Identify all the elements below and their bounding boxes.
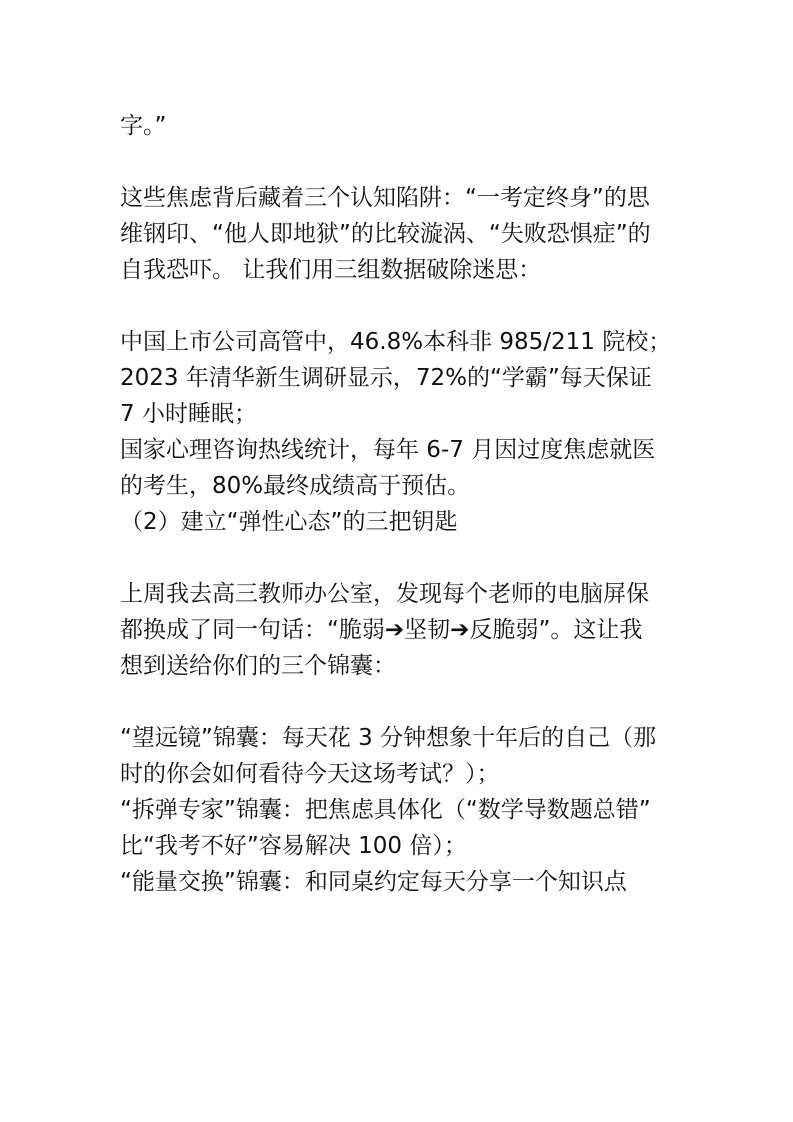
text-line: 中国上市公司高管中，46.8%本科非 985/211 院校；: [120, 329, 672, 355]
section-heading: （2）建立“弹性心态”的三把钥匙: [120, 509, 458, 535]
text-line: 都换成了同一句话：“脆弱➔坚韧➔反脆弱”。这让我: [120, 617, 643, 643]
text-line: 想到送给你们的三个锦囊：: [120, 653, 396, 679]
body-text: [120, 108, 690, 900]
blank-line: [120, 684, 690, 720]
text-line: 的考生，80%最终成绩高于预估。: [120, 473, 471, 499]
blank-line: [120, 288, 690, 324]
text-line: 字。”: [120, 113, 167, 139]
text-line: 上周我去高三教师办公室，发现每个老师的电脑屏保: [120, 581, 649, 607]
text-line: 比“我考不好”容易解决 100 倍）；: [120, 833, 467, 859]
text-line: “望远镜”锦囊：每天花 3 分钟想象十年后的自己（那: [120, 725, 657, 751]
text-line: “能量交换”锦囊：和同桌约定每天分享一个知识点: [120, 869, 627, 895]
blank-line: [120, 144, 690, 180]
text-line: 7 小时睡眠；: [120, 401, 257, 427]
text-line: 国家心理咨询热线统计，每年 6-7 月因过度焦虑就医: [120, 437, 656, 463]
text-line: 时的你会如何看待今天这场考试？）；: [120, 761, 500, 787]
blank-line: [120, 540, 690, 576]
text-line: 维钢印、“他人即地狱”的比较漩涡、“失败恐惧症”的: [120, 221, 651, 247]
text-line: 这些焦虑背后藏着三个认知陷阱：“一考定终身”的思: [120, 185, 650, 211]
text-line: 2023 年清华新生调研显示，72%的“学霸”每天保证: [120, 365, 652, 391]
text-line: “拆弹专家”锦囊：把焦虑具体化（“数学导数题总错”: [120, 797, 651, 823]
text-line: 自我恐吓。 让我们用三组数据破除迷思：: [120, 257, 542, 283]
